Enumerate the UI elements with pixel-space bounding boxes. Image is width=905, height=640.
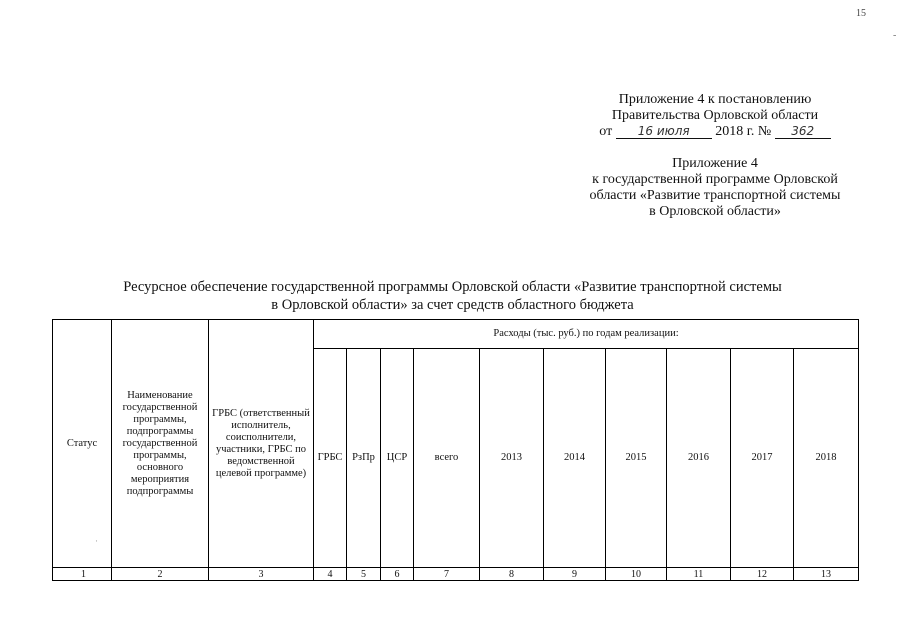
column-number: 7 [414,568,480,581]
col-header-total: всего [414,349,480,568]
appendix-decree-line2: Правительства Орловской области [611,108,819,123]
margin-mark: - [893,30,897,41]
appendix-decree-block [560,92,870,140]
column-number: 13 [794,568,859,581]
resource-table [52,319,859,581]
col-header-2016: 2016 [667,349,731,568]
expenses-group-header: Расходы (тыс. руб.) по годам реализации: [314,320,859,349]
col-header-csr: ЦСР [381,349,414,568]
column-number: 8 [480,568,544,581]
column-number: 1 [53,568,112,581]
col-header-2018: 2018 [794,349,859,568]
col-header-2013: 2013 [480,349,544,568]
date-prefix: от [599,124,613,139]
appendix-program-line2: к государственной программе Орловской [592,172,838,187]
col-header-2017: 2017 [731,349,794,568]
col-header-grbs-full: ГРБС (ответственный исполнитель, соисполнители, участники, ГРБС по ведомственной целевой программе) [209,320,314,568]
column-number: 12 [731,568,794,581]
appendix-program-line4: в Орловской области» [649,204,781,219]
col-header-status: Статус [53,320,112,568]
column-number: 5 [347,568,381,581]
title-line1: Ресурсное обеспечение государственной программы Орловской области «Развитие транспортной системы [123,279,782,295]
col-header-2014: 2014 [544,349,606,568]
col-header-name: Наименование государственной программы, подпрограммы государственной программы, основного мероприятия подпрограммы [112,320,209,568]
appendix-program-line1: Приложение 4 [672,156,758,171]
column-number: 9 [544,568,606,581]
handwritten-date: 16 июля [616,124,712,139]
handwritten-number: 362 [775,124,831,139]
column-number-row [53,568,859,581]
appendix-program-block [560,156,870,220]
column-number: 2 [112,568,209,581]
column-number: 3 [209,568,314,581]
column-number: 6 [381,568,414,581]
date-suffix: 2018 г. № [715,124,772,139]
column-number: 4 [314,568,347,581]
title-line2: в Орловской области» за счет средств областного бюджета [271,297,634,313]
decree-date-row [560,124,870,140]
scan-speck: · [95,536,98,546]
appendix-program-line3: области «Развитие транспортной системы [589,188,841,203]
document-title [80,278,825,314]
col-header-grbs: ГРБС [314,349,347,568]
column-number: 10 [606,568,667,581]
page-number: 15 [856,8,866,19]
column-number: 11 [667,568,731,581]
col-header-2015: 2015 [606,349,667,568]
appendix-decree-line1: Приложение 4 к постановлению [618,92,812,107]
col-header-rzpr: РзПр [347,349,381,568]
